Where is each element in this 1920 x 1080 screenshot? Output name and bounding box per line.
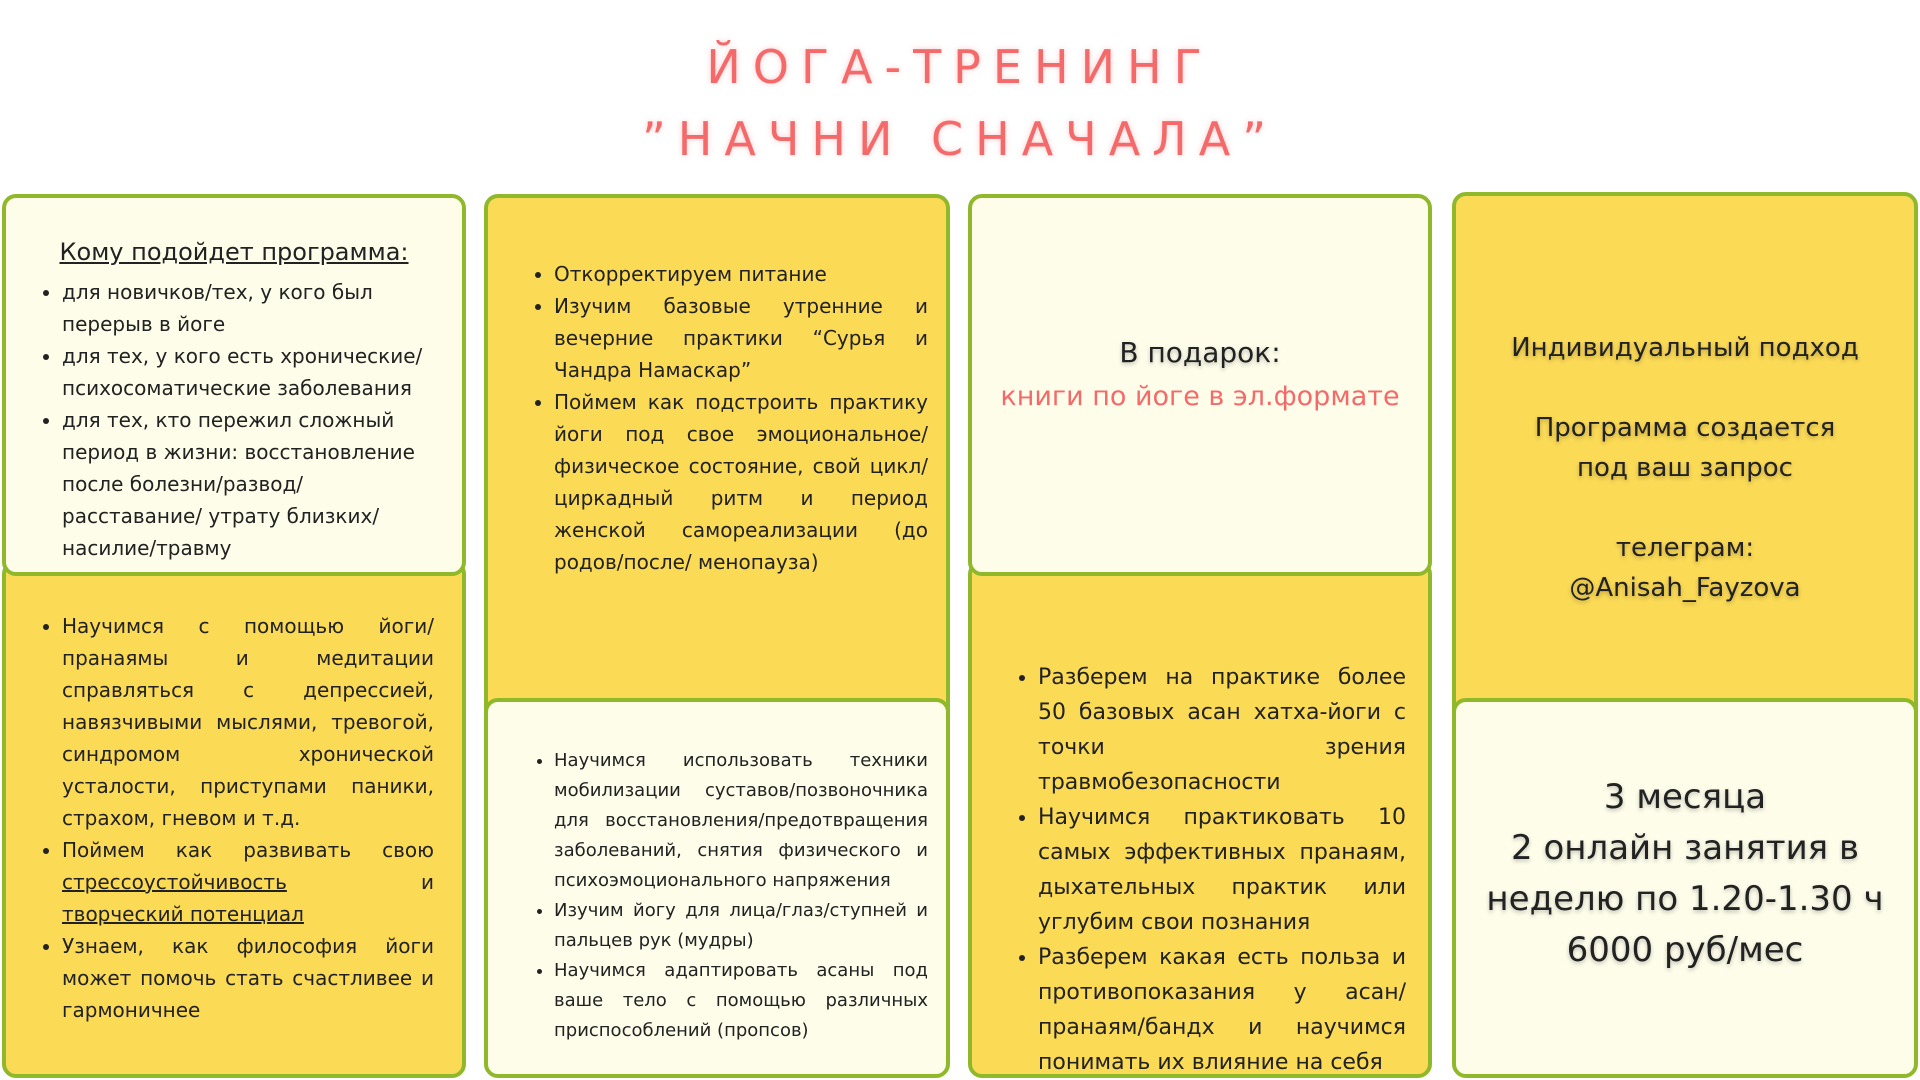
list-item: • Разберем на практике более 50 базовых асан хатха-йоги с точки зрения травмобезопасности: [1038, 660, 1406, 800]
price: 6000 руб/мес: [1566, 930, 1804, 970]
sessions: 2 онлайн занятия в: [1511, 828, 1859, 868]
list-item: • Поймем как подстроить практику йоги под свое эмоциональное/ физическое состояние, свой цикл/ циркадный ритм и период женской самореализации (до родов/после/ менопауза): [554, 386, 928, 578]
gift-text: книги по йоге в эл.формате: [1000, 381, 1400, 412]
list-item: • Научимся использовать техники мобилизации суставов/позвоночника для восстановления/предотвращения заболеваний, снятия физического и психоэмоционального напряжения: [554, 746, 928, 896]
list-item-text: Поймем как развивать свою: [62, 838, 434, 862]
list-item: • Разберем какая есть польза и противопоказания у асан/ пранаям/бандх и научимся понимать их влияние на себя: [1038, 940, 1406, 1078]
stress-resistance-link: стрессоустойчивость: [62, 870, 287, 894]
col4-bottom-card: [1452, 698, 1918, 1078]
col2-top-list: [528, 258, 928, 578]
audience-list: [36, 276, 434, 564]
list-item: • Научимся с помощью йоги/ пранаямы и медитации справляться с депрессией, навязчивыми мыслями, тревогой, синдромом хронической усталости, приступами паники, страхом, гневом и т.д.: [62, 610, 434, 834]
on-request: под ваш запрос: [1577, 453, 1793, 483]
col2-bottom-card: [484, 698, 950, 1078]
individual-approach: Индивидуальный подход: [1511, 333, 1859, 363]
title-line-1: ЙОГА-ТРЕНИНГ: [706, 40, 1214, 94]
gift-label: В подарок:: [1119, 336, 1281, 369]
col3-top-card: [968, 194, 1432, 576]
col1-bottom-list: [36, 610, 434, 1026]
creative-potential-link: творческий потенциал: [62, 902, 304, 926]
session-length: неделю по 1.20-1.30 ч: [1486, 879, 1884, 919]
list-item: [62, 834, 434, 930]
list-item: • для тех, у кого есть хронические/ психосоматические заболевания: [62, 340, 434, 404]
col2-bottom-list: [528, 746, 928, 1046]
audience-heading: Кому подойдет программа:: [59, 238, 409, 266]
list-item: • Изучим базовые утренние и вечерние практики “Сурья и Чандра Намаскар”: [554, 290, 928, 386]
col1-bottom-card: [2, 560, 466, 1078]
list-item: • Научимся практиковать 10 самых эффективных пранаям, дыхательных практик или углубим свои познания: [1038, 800, 1406, 940]
duration: 3 месяца: [1603, 777, 1767, 817]
list-item-text: и: [421, 870, 434, 894]
col1-top-card: [2, 194, 466, 576]
col2-top-card: [484, 194, 950, 726]
title-line-2: ”НАЧНИ СНАЧАЛА”: [641, 112, 1279, 166]
list-item: • Научимся адаптировать асаны под ваше тело с помощью различных приспособлений (пропсов): [554, 956, 928, 1046]
list-item: • Откорректируем питание: [554, 258, 928, 290]
list-item: • Узнаем, как философия йоги может помочь стать счастливее и гармоничнее: [62, 930, 434, 1026]
telegram-label: телеграм:: [1615, 533, 1755, 563]
list-item: • Изучим йогу для лица/глаз/ступней и пальцев рук (мудры): [554, 896, 928, 956]
list-item: • для тех, кто пережил сложный период в жизни: восстановление после болезни/развод/расставание/ утрату близких/насилие/травму: [62, 404, 434, 564]
col3-bottom-list: [1012, 660, 1406, 1078]
col3-bottom-card: [968, 560, 1432, 1078]
telegram-handle[interactable]: @Anisah_Fayzova: [1569, 573, 1801, 603]
col4-top-card: [1452, 192, 1918, 726]
program-created: Программа создается: [1534, 413, 1836, 443]
list-item: • для новичков/тех, у кого был перерыв в йоге: [62, 276, 434, 340]
